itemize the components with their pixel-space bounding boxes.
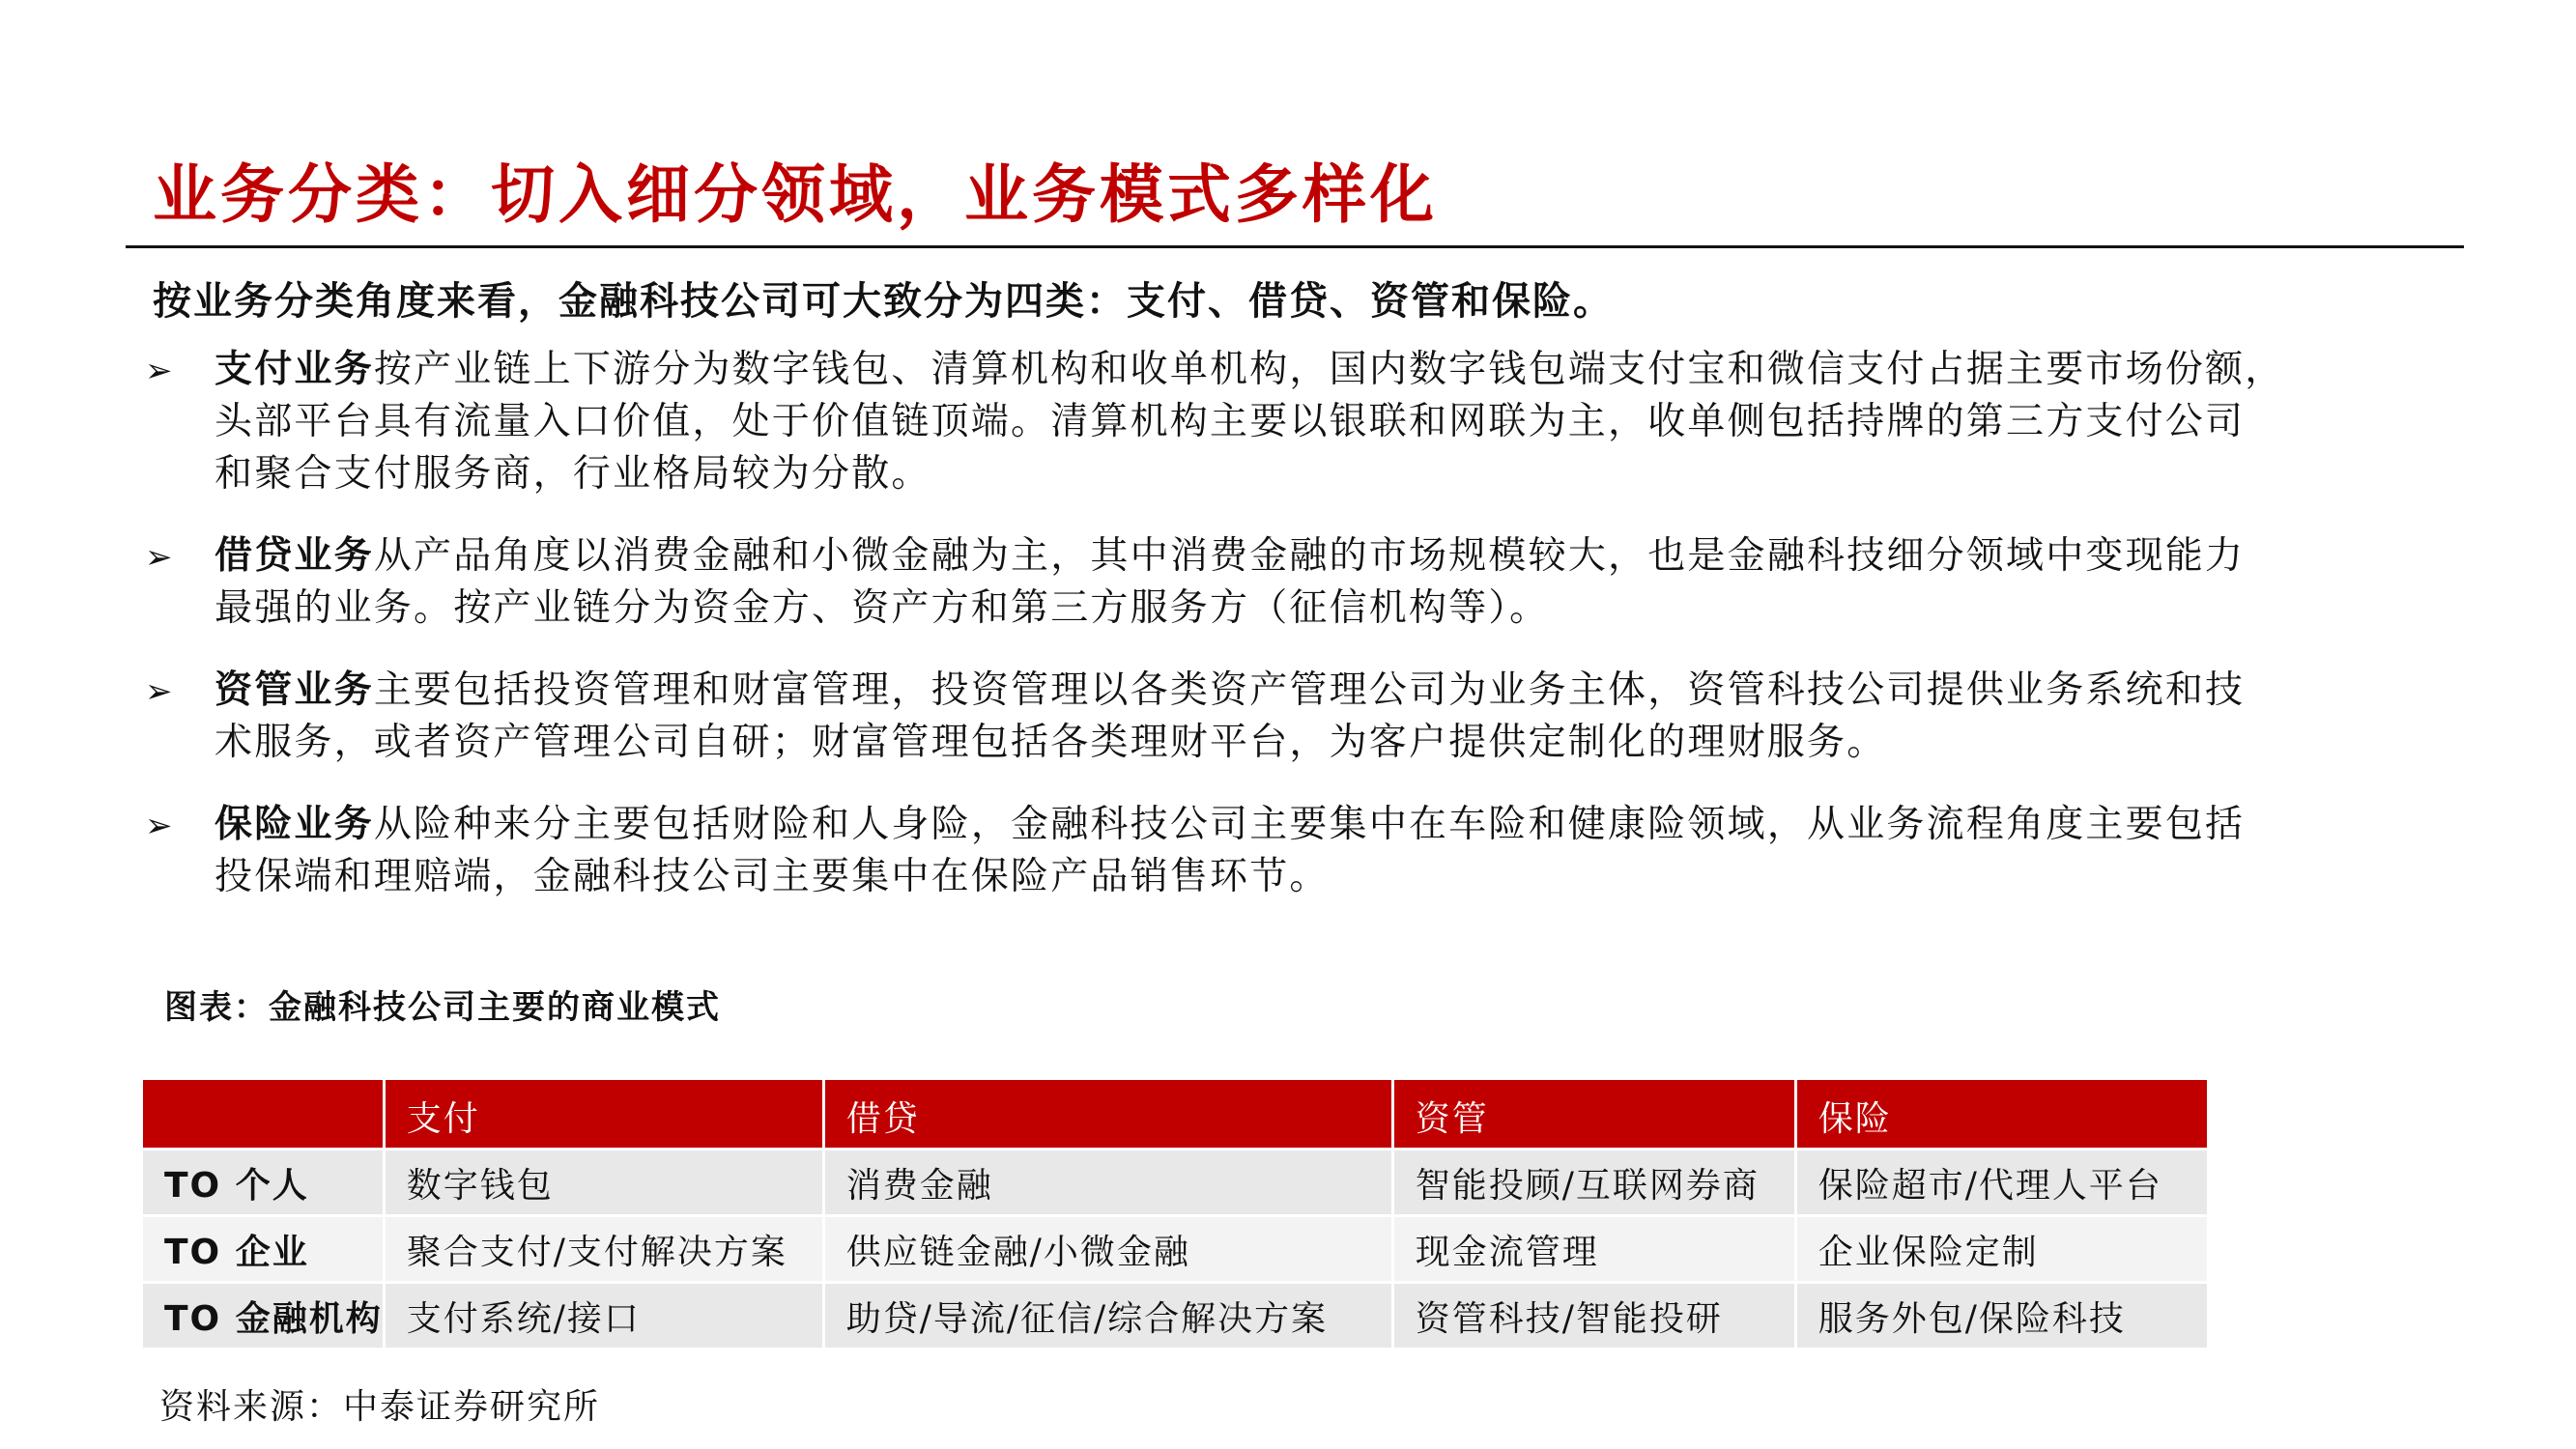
bullet-heading: 借贷业务 xyxy=(215,533,374,578)
arrow-bullet-icon: ➢ xyxy=(145,352,173,390)
bullet-payment xyxy=(145,343,2425,500)
bullet-heading: 保险业务 xyxy=(215,802,374,846)
business-model-table xyxy=(143,1080,2207,1350)
table-row-header: TO 个人 xyxy=(143,1151,386,1217)
bullet-line: 头部平台具有流量入口价值，处于价值链顶端。清算机构主要以银联和网联为主，收单侧包括持牌的第三方支付公司 xyxy=(215,400,2246,443)
bullet-line: 术服务，或者资产管理公司自研；财富管理包括各类理财平台，为客户提供定制化的理财服务。 xyxy=(215,721,1887,764)
table-cell: 企业保险定制 xyxy=(1797,1217,2207,1284)
page-title: 业务分类：切入细分领域，业务模式多样化 xyxy=(153,156,1438,232)
bullet-heading: 支付业务 xyxy=(215,347,374,391)
table-cell: 智能投顾/互联网券商 xyxy=(1394,1151,1797,1217)
table-cell: 助贷/导流/征信/综合解决方案 xyxy=(825,1284,1394,1350)
table-cell: 资管科技/智能投研 xyxy=(1394,1284,1797,1350)
table-cell: 数字钱包 xyxy=(386,1151,825,1217)
bullet-line: 主要包括投资管理和财富管理，投资管理以各类资产管理公司为业务主体，资管科技公司提供业务系统和技 xyxy=(373,668,2246,712)
table-header-cell: 支付 xyxy=(386,1080,825,1151)
table-header-cell xyxy=(143,1080,386,1151)
table-row xyxy=(143,1284,2207,1350)
table-header-cell: 借贷 xyxy=(825,1080,1394,1151)
bullet-line: 从产品角度以消费金融和小微金融为主，其中消费金融的市场规模较大，也是金融科技细分领域中变现能力 xyxy=(373,534,2246,578)
table-row xyxy=(143,1151,2207,1217)
table-cell: 现金流管理 xyxy=(1394,1217,1797,1284)
bullet-line: 从险种来分主要包括财险和人身险，金融科技公司主要集中在车险和健康险领域，从业务流程角度主要包括 xyxy=(373,803,2246,846)
arrow-bullet-icon: ➢ xyxy=(145,672,173,711)
bullet-text xyxy=(215,664,2245,769)
table-cell: 供应链金融/小微金融 xyxy=(825,1217,1394,1284)
bullet-line: 最强的业务。按产业链分为资金方、资产方和第三方服务方（征信机构等）。 xyxy=(215,586,1550,630)
arrow-bullet-icon: ➢ xyxy=(145,807,173,845)
table-row xyxy=(143,1217,2207,1284)
bullet-line: 按产业链上下游分为数字钱包、清算机构和收单机构，国内数字钱包端支付宝和微信支付占据主要市场份额， xyxy=(373,348,2285,391)
bullet-heading: 资管业务 xyxy=(215,668,374,712)
table-header-cell: 资管 xyxy=(1394,1080,1797,1151)
source-note: 资料来源：中泰证券研究所 xyxy=(159,1387,601,1427)
table-cell: 聚合支付/支付解决方案 xyxy=(386,1217,825,1284)
bullet-text xyxy=(215,343,2284,500)
intro-text: 按业务分类角度来看，金融科技公司可大致分为四类：支付、借贷、资管和保险。 xyxy=(153,278,1614,324)
bullet-line: 和聚合支付服务商，行业格局较为分散。 xyxy=(215,452,931,496)
bullet-list xyxy=(145,343,2425,932)
table-header-row xyxy=(143,1080,2207,1151)
bullet-lending xyxy=(145,529,2425,635)
table-cell: 保险超市/代理人平台 xyxy=(1797,1151,2207,1217)
figure-title: 图表：金融科技公司主要的商业模式 xyxy=(164,988,721,1027)
table-cell: 服务外包/保险科技 xyxy=(1797,1284,2207,1350)
table-cell: 支付系统/接口 xyxy=(386,1284,825,1350)
bullet-text xyxy=(215,798,2245,903)
title-divider xyxy=(126,245,2464,248)
table-row-header: TO 企业 xyxy=(143,1217,386,1284)
table-header-cell: 保险 xyxy=(1797,1080,2207,1151)
bullet-text xyxy=(215,529,2245,635)
arrow-bullet-icon: ➢ xyxy=(145,538,173,577)
table-row-header: TO 金融机构 xyxy=(143,1284,386,1350)
bullet-line: 投保端和理赔端，金融科技公司主要集中在保险产品销售环节。 xyxy=(215,855,1330,898)
bullet-insurance xyxy=(145,798,2425,903)
bullet-asset-management xyxy=(145,664,2425,769)
table-cell: 消费金融 xyxy=(825,1151,1394,1217)
